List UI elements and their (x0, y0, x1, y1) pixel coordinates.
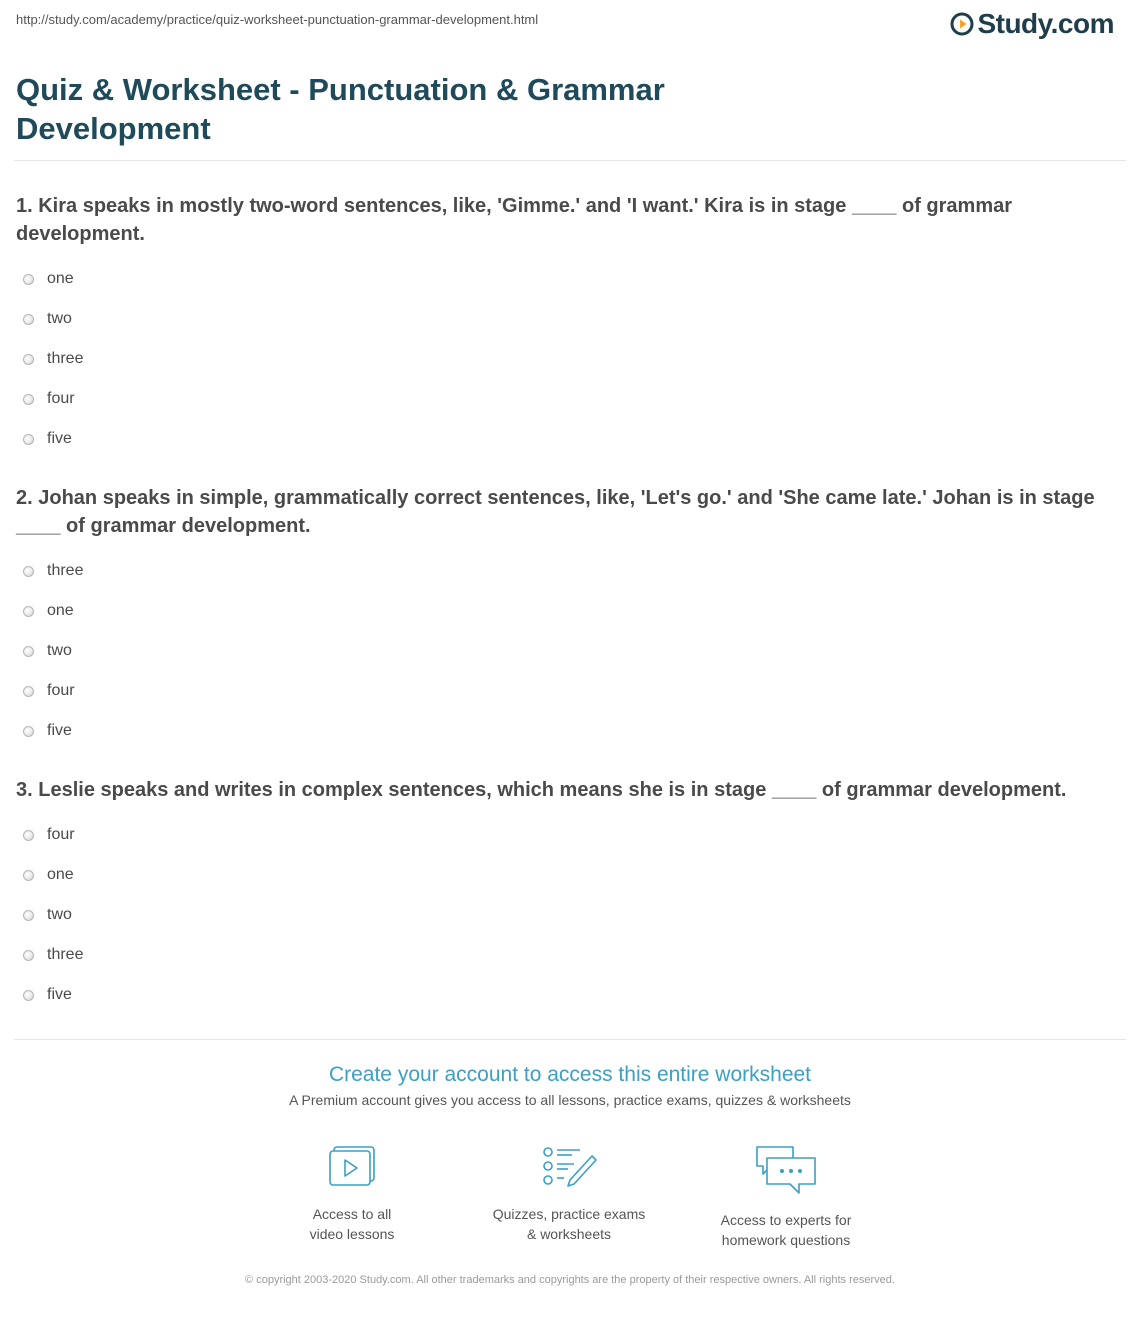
video-lessons-icon (326, 1144, 378, 1190)
answer-option[interactable] (16, 299, 1116, 339)
radio-button[interactable] (23, 646, 34, 657)
option-label: five (47, 430, 72, 447)
question-text: 3. Leslie speaks and writes in complex sentences, which means she is in stage ____ of grammar development. (16, 779, 1067, 801)
create-account-link[interactable]: Create your account to access this entire worksheet (328, 1063, 812, 1086)
radio-button[interactable] (23, 990, 34, 1001)
question-text: 1. Kira speaks in mostly two-word sentences, like, 'Gimme.' and 'I want.' Kira is in stage ____ of grammar development. (16, 195, 1013, 245)
option-label: four (47, 682, 75, 699)
feature-quizzes (474, 1144, 664, 1244)
option-label: three (47, 562, 84, 579)
option-label: four (47, 826, 75, 843)
option-label: two (47, 310, 72, 327)
answer-options (16, 815, 1116, 1015)
option-label: one (47, 602, 74, 619)
radio-button[interactable] (23, 434, 34, 445)
feature-label-line: video lessons (309, 1226, 395, 1242)
study-logo[interactable] (950, 8, 1114, 40)
option-label: three (47, 350, 84, 367)
page-title: Quiz & Worksheet - Punctuation & Grammar Development (16, 72, 665, 146)
cta-subtitle: A Premium account gives you access to all lessons, practice exams, quizzes & worksheets (289, 1092, 851, 1108)
option-label: two (47, 642, 72, 659)
option-label: three (47, 946, 84, 963)
logo-text: Study.com (977, 8, 1114, 39)
option-label: one (47, 866, 74, 883)
option-label: four (47, 390, 75, 407)
feature-label-line: & worksheets (526, 1226, 612, 1242)
question-2 (16, 484, 1116, 751)
play-logo-icon (950, 12, 974, 36)
feature-label (691, 1210, 881, 1250)
radio-button[interactable] (23, 606, 34, 617)
copyright-notice: © copyright 2003-2020 Study.com. All other trademarks and copyrights are the property of their respective owners. All rights reserved. (245, 1274, 895, 1286)
radio-button[interactable] (23, 686, 34, 697)
answer-option[interactable] (16, 591, 1116, 631)
radio-button[interactable] (23, 950, 34, 961)
answer-option[interactable] (16, 935, 1116, 975)
option-label: five (47, 986, 72, 1003)
feature-label-line: Access to all (312, 1206, 392, 1222)
answer-options (16, 551, 1116, 751)
answer-option[interactable] (16, 339, 1116, 379)
answer-option[interactable] (16, 379, 1116, 419)
option-label: two (47, 906, 72, 923)
answer-option[interactable] (16, 975, 1116, 1015)
answer-option[interactable] (16, 895, 1116, 935)
feature-label-line: Access to experts for (720, 1212, 852, 1228)
feature-label-line: Quizzes, practice exams (492, 1206, 646, 1222)
radio-button[interactable] (23, 870, 34, 881)
answer-option[interactable] (16, 419, 1116, 459)
feature-label-line: homework questions (721, 1232, 851, 1248)
header-divider (14, 160, 1126, 161)
radio-button[interactable] (23, 830, 34, 841)
answer-options (16, 259, 1116, 459)
question-1 (16, 192, 1116, 459)
answer-option[interactable] (16, 711, 1116, 751)
question-text: 2. Johan speaks in simple, grammatically correct sentences, like, 'Let's go.' and 'She came late.' Johan is in stage ____ of grammar development. (16, 487, 1095, 537)
radio-button[interactable] (23, 354, 34, 365)
feature-label (474, 1204, 664, 1244)
feature-video-lessons (257, 1144, 447, 1244)
radio-button[interactable] (23, 566, 34, 577)
question-3 (16, 776, 1116, 1015)
answer-option[interactable] (16, 631, 1116, 671)
cta-divider (14, 1039, 1126, 1040)
radio-button[interactable] (23, 910, 34, 921)
radio-button[interactable] (23, 726, 34, 737)
answer-option[interactable] (16, 671, 1116, 711)
chat-bubbles-icon (753, 1144, 819, 1196)
page-url: http://study.com/academy/practice/quiz-worksheet-punctuation-grammar-development.html (16, 12, 539, 27)
quiz-checklist-icon (540, 1144, 598, 1190)
option-label: five (47, 722, 72, 739)
option-label: one (47, 270, 74, 287)
answer-option[interactable] (16, 551, 1116, 591)
answer-option[interactable] (16, 855, 1116, 895)
feature-experts (691, 1144, 881, 1250)
answer-option[interactable] (16, 259, 1116, 299)
feature-label (257, 1204, 447, 1244)
answer-option[interactable] (16, 815, 1116, 855)
radio-button[interactable] (23, 314, 34, 325)
radio-button[interactable] (23, 274, 34, 285)
radio-button[interactable] (23, 394, 34, 405)
